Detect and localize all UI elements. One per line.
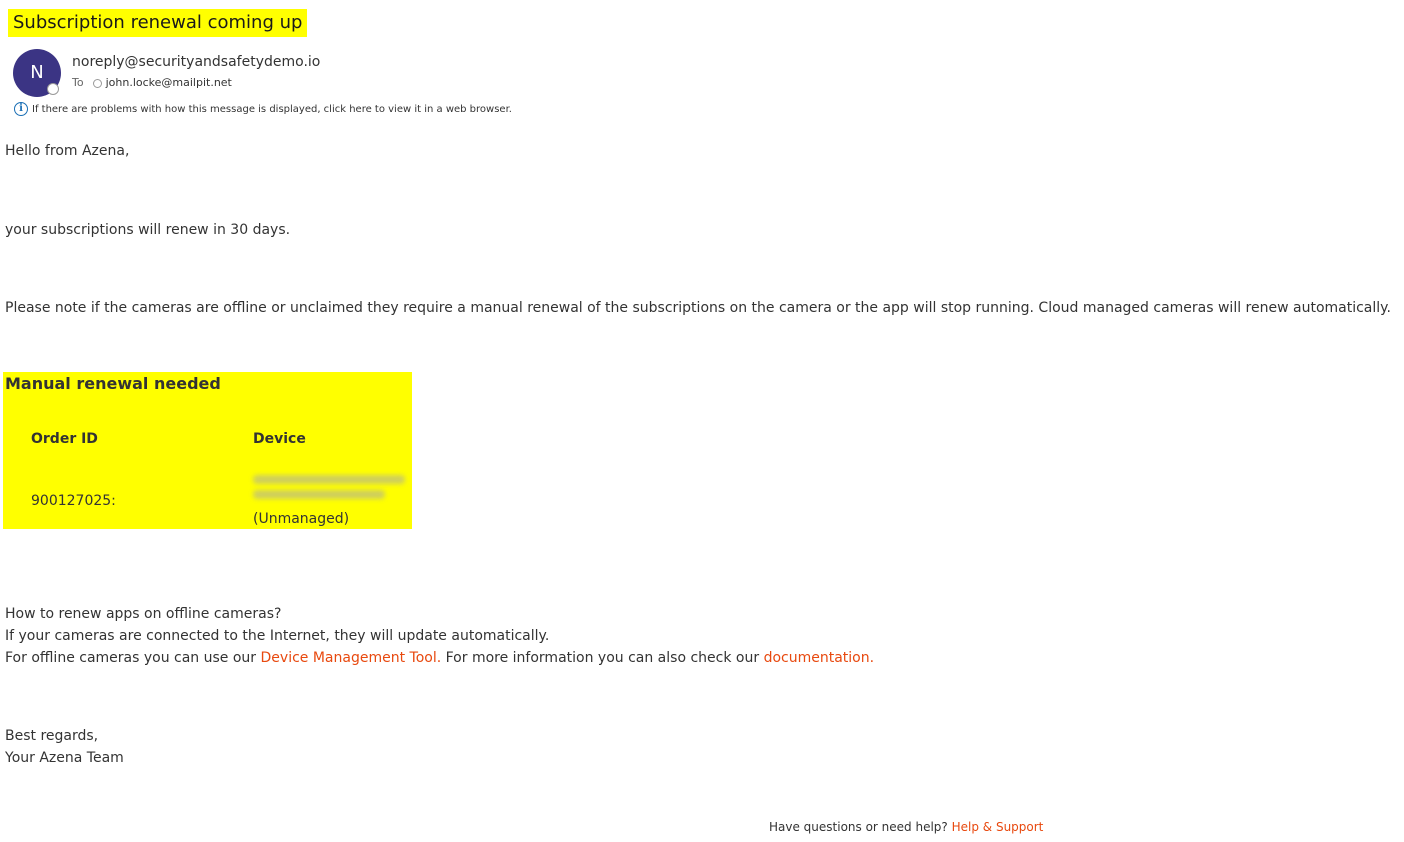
howto-question-text: How to renew apps on offline cameras? xyxy=(5,606,282,622)
help-question-text: Have questions or need help? xyxy=(769,820,952,834)
manual-renewal-section xyxy=(3,372,412,529)
to-label: To xyxy=(72,76,84,89)
renewal-notice-text: your subscriptions will renew in 30 days. xyxy=(5,222,291,238)
presence-status-icon xyxy=(47,83,59,95)
redacted-device-id xyxy=(253,475,409,509)
help-footer xyxy=(769,820,1043,834)
recipient-presence-icon xyxy=(93,79,102,88)
order-id-column-header: Order ID xyxy=(31,431,98,447)
offline-note-text: Please note if the cameras are offline or unclaimed they require a manual renewal of the subscriptions on the camera or the app will stop running. Cloud managed cameras will renew automatically. xyxy=(5,300,1391,316)
howto-offline-prefix: For offline cameras you can use our xyxy=(5,650,261,666)
sender-address[interactable]: noreply@securityandsafetydemo.io xyxy=(72,54,321,70)
sign-off-text: Best regards, xyxy=(5,728,99,744)
display-notice-bar[interactable] xyxy=(14,101,512,117)
signature-text: Your Azena Team xyxy=(5,750,124,766)
email-subject: Subscription renewal coming up xyxy=(8,9,307,37)
howto-auto-text: If your cameras are connected to the Internet, they will update automatically. xyxy=(5,628,550,644)
help-support-link[interactable]: Help & Support xyxy=(951,820,1044,834)
greeting-text: Hello from Azena, xyxy=(5,143,130,159)
recipient-address[interactable]: john.locke@mailpit.net xyxy=(105,76,232,89)
howto-offline-line xyxy=(5,647,874,669)
device-status-cell: (Unmanaged) xyxy=(253,511,350,527)
order-id-cell: 900127025: xyxy=(31,493,116,509)
device-management-tool-link[interactable]: Device Management Tool. xyxy=(260,650,442,666)
howto-offline-middle: For more information you can also check our xyxy=(441,650,764,666)
manual-renewal-heading: Manual renewal needed xyxy=(5,374,221,393)
sender-avatar[interactable]: N xyxy=(13,49,61,97)
device-column-header: Device xyxy=(253,431,306,447)
info-icon: i xyxy=(14,102,28,116)
recipients-row xyxy=(72,76,232,90)
display-notice-text[interactable]: If there are problems with how this message is displayed, click here to view it in a web browser. xyxy=(32,103,512,115)
documentation-link[interactable]: documentation. xyxy=(763,650,875,666)
